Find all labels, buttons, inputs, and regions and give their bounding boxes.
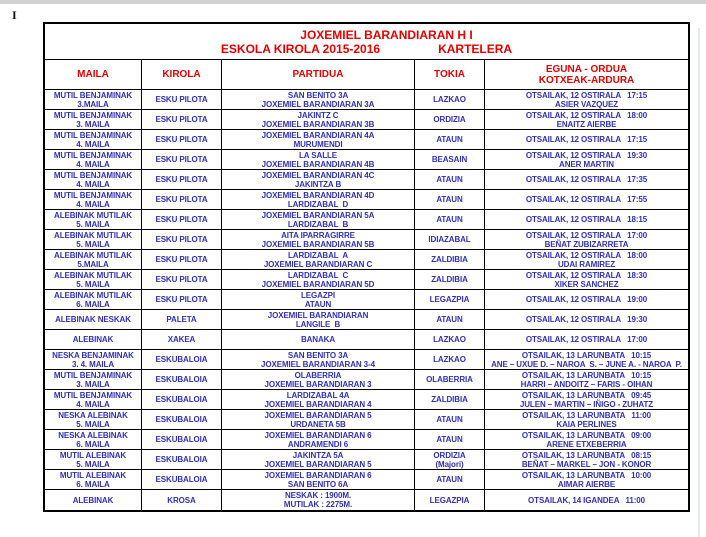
cell-maila: NESKA BENJAMINAK 3. 4. MAILA (45, 350, 142, 369)
column-header-partidua: PARTIDUA (222, 60, 415, 89)
cell-kirola: ESKUBALOIA (142, 430, 222, 449)
cell-maila: MUTIL BENJAMINAK 4. MAILA (45, 130, 142, 149)
cell-maila: MUTIL BENJAMINAK 4. MAILA (45, 170, 142, 189)
cell-eguna-ordua: OTSAILAK, 12 OSTIRALA 18:30 XIKER SANCHEZ (525, 270, 648, 289)
cell-kirola: KROSA (142, 490, 222, 510)
cell-kirola: ESKU PILOTA (142, 210, 222, 229)
cell-partidua: LEGAZPI ATAUN (222, 290, 415, 309)
cell-kirola: ESKU PILOTA (142, 270, 222, 289)
table-row (45, 390, 688, 410)
cell-partidua: JOXEMIEL BARANDIARAN 4D LARDIZABAL D (222, 190, 415, 209)
cell-eguna-ordua: OTSAILAK, 13 LARUNBATA 10:15 ANE – UXUE D. – NAROA S. – JUNE A. - NAROA P. (491, 350, 682, 369)
cell-kirola: ESKU PILOTA (142, 90, 222, 109)
table-row (45, 190, 688, 210)
cell-maila: ALEBINAK (45, 330, 142, 349)
cell-kirola: PALETA (142, 310, 222, 329)
table-row (45, 450, 688, 470)
cell-tokia: ZALDIBIA (415, 250, 485, 269)
cell-maila: ALEBINAK NESKAK (45, 310, 142, 329)
cell-maila: ALEBINAK MUTILAK 5.MAILA (45, 250, 142, 269)
cell-eguna-ordua: OTSAILAK, 12 OSTIRALA 17:15 ASIER VAZQUEZ (525, 90, 648, 109)
cell-partidua: BANAKA (222, 330, 415, 349)
cell-maila: MUTIL ALEBINAK 5. MAILA (45, 450, 142, 469)
cell-kirola: ESKU PILOTA (142, 170, 222, 189)
cell-kirola: ESKU PILOTA (142, 290, 222, 309)
cell-eguna-ordua: OTSAILAK, 12 OSTIRALA 17:15 (525, 135, 648, 144)
cell-kirola: ESKUBALOIA (142, 390, 222, 409)
cell-eguna-ordua: OTSAILAK, 13 LARUNBATA 10:00 AIMAR AIERBE (521, 470, 652, 489)
cell-partidua: JOXEMIEL BARANDIARAN 4C JAKINTZA B (222, 170, 415, 189)
schedule-table (43, 22, 690, 512)
cell-kirola: ESKU PILOTA (142, 190, 222, 209)
table-header-row (45, 60, 688, 90)
cell-eguna-ordua: OTSAILAK, 13 LARUNBATA 10:15 HARRI – ANDOITZ – FARIS - OIHAN (520, 370, 653, 389)
cell-eguna-ordua: OTSAILAK, 12 OSTIRALA 19:30 ANER MARTIN (525, 150, 648, 169)
cell-eguna-ordua: OTSAILAK, 12 OSTIRALA 19:00 (525, 295, 648, 304)
table-body (45, 90, 688, 510)
table-row (45, 350, 688, 370)
cell-eguna-ordua: OTSAILAK, 14 IGANDEA 11:00 (528, 495, 645, 505)
cell-partidua: JOXEMIEL BARANDIARAN 5A LARDIZABAL B (222, 210, 415, 229)
cell-tokia: ORDIZIA (Majori) (415, 450, 485, 469)
table-row (45, 330, 688, 350)
cell-partidua: JOXEMIEL BARANDIARAN 6 ANDRAMENDI 6 (222, 430, 415, 449)
cell-maila: MUTIL ALEBINAK 6. MAILA (45, 470, 142, 489)
cell-eguna-ordua: OTSAILAK, 12 OSTIRALA 19:30 (525, 315, 648, 324)
table-row (45, 290, 688, 310)
column-header-eguna-ordua: EGUNA - ORDUA KOTXEAK-ARDURA (538, 63, 635, 86)
cell-partidua: JOXEMIEL BARANDIARAN 5 URDANETA 5B (222, 410, 415, 429)
cell-tokia: ATAUN (415, 210, 485, 229)
title-season: ESKOLA KIROLA 2015-2016 (220, 41, 381, 56)
cell-eguna-ordua: OTSAILAK, 12 OSTIRALA 17:00 (525, 335, 648, 344)
cell-partidua: JOXEMIEL BARANDIARAN 6 SAN BENITO 6A (222, 470, 415, 489)
table-row (45, 130, 688, 150)
cell-kirola: ESKUBALOIA (142, 370, 222, 389)
cell-tokia: LAZKAO (415, 330, 485, 349)
title-line-1: JOXEMIEL BARANDIARAN H I (300, 27, 473, 42)
cell-eguna-ordua: OTSAILAK, 12 OSTIRALA 18:00 ENAITZ AIERBE (525, 110, 648, 129)
table-row (45, 90, 688, 110)
cell-maila: MUTIL BENJAMINAK 3. MAILA (45, 110, 142, 129)
cell-maila: MUTIL BENJAMINAK 4. MAILA (45, 390, 142, 409)
cell-tokia: ATAUN (415, 170, 485, 189)
cell-partidua: SAN BENITO 3A JOXEMIEL BARANDIARAN 3-4 (222, 350, 415, 369)
cell-partidua: JAKINTZ C JOXEMIEL BARANDIARAN 3B (222, 110, 415, 129)
cell-kirola: ESKU PILOTA (142, 250, 222, 269)
cell-maila: ALEBINAK MUTILAK 5. MAILA (45, 210, 142, 229)
cell-eguna-ordua: OTSAILAK, 13 LARUNBATA 11:00 KAIA PERLINES (522, 410, 651, 429)
table-row (45, 370, 688, 390)
cell-tokia: LAZKAO (415, 90, 485, 109)
cell-maila: NESKA ALEBINAK 5. MAILA (45, 410, 142, 429)
table-row (45, 410, 688, 430)
cell-eguna-ordua: OTSAILAK, 13 LARUNBATA 08:15 BEÑAT – MARKEL – JON - KONOR (521, 450, 652, 469)
table-row (45, 150, 688, 170)
cell-eguna-ordua: OTSAILAK, 12 OSTIRALA 18:15 (525, 215, 648, 224)
cell-partidua: LARDIZABAL A JOXEMIEL BARANDIARAN C (222, 250, 415, 269)
cell-tokia: ZALDIBIA (415, 390, 485, 409)
cell-kirola: ESKUBALOIA (142, 470, 222, 489)
cell-maila: MUTIL BENJAMINAK 4. MAILA (45, 150, 142, 169)
cell-tokia: ATAUN (415, 430, 485, 449)
cell-partidua: LARDIZABAL 4A JOXEMIEL BARANDIARAN 4 (222, 390, 415, 409)
page-edge-shadow (698, 28, 700, 537)
cell-tokia: ZALDIBIA (415, 270, 485, 289)
cell-kirola: ESKU PILOTA (142, 230, 222, 249)
table-row (45, 250, 688, 270)
cell-eguna-ordua: OTSAILAK, 12 OSTIRALA 17:35 (525, 175, 648, 184)
title-line-2 (45, 42, 688, 56)
table-row (45, 230, 688, 250)
cell-partidua: JOXEMIEL BARANDIARAN LANGILE B (222, 310, 415, 329)
cell-kirola: ESKU PILOTA (142, 130, 222, 149)
window-top-strip (0, 0, 706, 4)
table-row (45, 490, 688, 510)
cell-eguna-ordua: OTSAILAK, 12 OSTIRALA 17:00 BEÑAT ZUBIZARRETA (525, 230, 648, 249)
cell-eguna-ordua: OTSAILAK, 13 LARUNBATA 09:00 ARENE ETXEBERRIA (521, 430, 652, 449)
cell-tokia: ATAUN (415, 130, 485, 149)
cell-maila: ALEBINAK MUTILAK 6. MAILA (45, 290, 142, 309)
cell-kirola: XAKEA (142, 330, 222, 349)
cell-maila: MUTIL BENJAMINAK 3. MAILA (45, 370, 142, 389)
cell-eguna-ordua: OTSAILAK, 12 OSTIRALA 17:55 (525, 195, 648, 204)
cell-partidua: JOXEMIEL BARANDIARAN 4A MURUMENDI (222, 130, 415, 149)
cell-tokia: IDIAZABAL (415, 230, 485, 249)
column-header-tokia: TOKIA (415, 60, 485, 89)
table-row (45, 270, 688, 290)
cell-kirola: ESKUBALOIA (142, 350, 222, 369)
cell-maila: ALEBINAK (45, 490, 142, 510)
table-row (45, 110, 688, 130)
cell-tokia: LEGAZPIA (415, 290, 485, 309)
cell-tokia: LAZKAO (415, 350, 485, 369)
cell-partidua: JAKINTZA 5A JOXEMIEL BARANDIARAN 5 (222, 450, 415, 469)
table-row (45, 310, 688, 330)
cell-partidua: NESKAK : 1900M. MUTILAK : 2275M. (222, 490, 415, 510)
document-cursor-marker: I (12, 8, 17, 22)
cell-tokia: ATAUN (415, 410, 485, 429)
table-row (45, 210, 688, 230)
cell-tokia: BEASAIN (415, 150, 485, 169)
cell-kirola: ESKU PILOTA (142, 150, 222, 169)
table-row (45, 470, 688, 490)
cell-partidua: SAN BENITO 3A JOXEMIEL BARANDIARAN 3A (222, 90, 415, 109)
column-header-maila: MAILA (45, 60, 142, 89)
cell-maila: MUTIL BENJAMINAK 3.MAILA (45, 90, 142, 109)
cell-eguna-ordua: OTSAILAK, 12 OSTIRALA 18:00 UDAI RAMIREZ (525, 250, 648, 269)
cell-partidua: LA SALLE JOXEMIEL BARANDIARAN 4B (222, 150, 415, 169)
table-row (45, 170, 688, 190)
cell-tokia: ATAUN (415, 470, 485, 489)
cell-maila: ALEBINAK MUTILAK 5. MAILA (45, 270, 142, 289)
cell-partidua: OLABERRIA JOXEMIEL BARANDIARAN 3 (222, 370, 415, 389)
cell-kirola: ESKU PILOTA (142, 110, 222, 129)
title-kartelera: KARTELERA (438, 41, 513, 56)
cell-maila: NESKA ALEBINAK 6. MAILA (45, 430, 142, 449)
cell-partidua: LARDIZABAL C JOXEMIEL BARANDIARAN 5D (222, 270, 415, 289)
cell-maila: ALEBINAK MUTILAK 5. MAILA (45, 230, 142, 249)
table-row (45, 430, 688, 450)
table-title (45, 24, 688, 60)
column-header-kirola: KIROLA (142, 60, 222, 89)
cell-tokia: OLABERRIA (415, 370, 485, 389)
cell-partidua: AITA IPARRAGIRRE JOXEMIEL BARANDIARAN 5B (222, 230, 415, 249)
cell-tokia: ATAUN (415, 310, 485, 329)
cell-kirola: ESKUBALOIA (142, 450, 222, 469)
cell-tokia: ORDIZIA (415, 110, 485, 129)
cell-tokia: LEGAZPIA (415, 490, 485, 510)
cell-kirola: ESKUBALOIA (142, 410, 222, 429)
cell-maila: MUTIL BENJAMINAK 4. MAILA (45, 190, 142, 209)
cell-eguna-ordua: OTSAILAK, 13 LARUNBATA 09:45 JULEN – MARTIN – IÑIGO - ZUHATZ (519, 390, 654, 409)
cell-tokia: ATAUN (415, 190, 485, 209)
